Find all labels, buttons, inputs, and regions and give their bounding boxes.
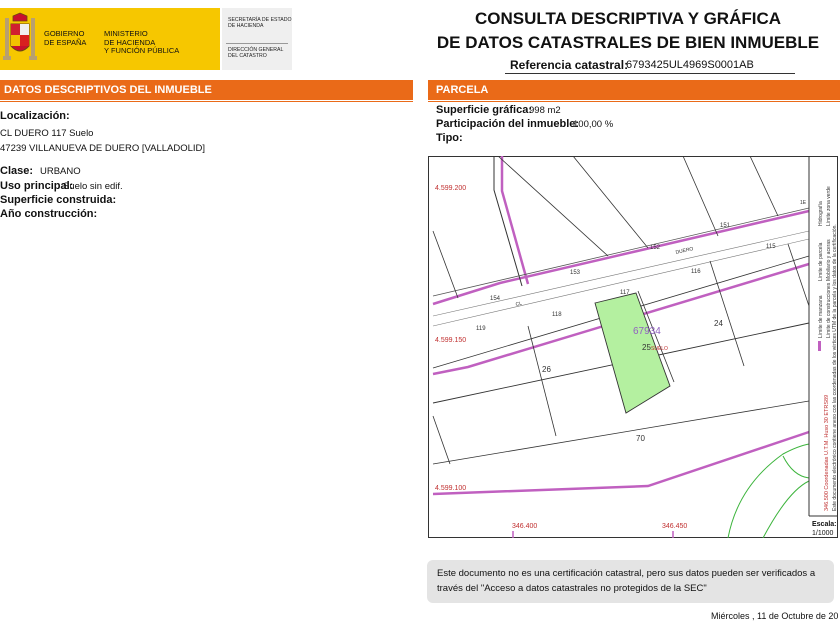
legend-item: Límite de construcciones — [826, 282, 832, 338]
house-number: 118 — [552, 312, 562, 318]
section-title-datos: DATOS DESCRIPTIVOS DEL — [4, 84, 152, 96]
ref-value: 6793425UL4969S0001AB — [626, 59, 754, 71]
map-legend — [818, 186, 838, 511]
page-title-line1: CONSULTA DESCRIPTIVA Y GRÁFICA — [474, 9, 782, 28]
section-header-datos — [0, 80, 413, 100]
address-line1: CL DUERO 117 Suelo — [0, 128, 94, 139]
parcel-num-label: 25 — [642, 343, 651, 352]
coord-label: 346.400 — [512, 523, 538, 530]
house-number: 152 — [650, 245, 661, 251]
parcel-line — [433, 416, 450, 464]
street-label: CL — [515, 300, 523, 308]
scale-value: 1/1000 — [812, 530, 834, 537]
section-header-parcela — [428, 80, 840, 100]
scale-label: Escala: — [812, 521, 837, 528]
ref-underline — [505, 73, 795, 74]
direccion-label: DIRECCIÓN GENERAL DEL CATASTRO — [228, 47, 284, 59]
secretaria-label: SECRETARÍA DE ESTADO DE HACIENDA — [228, 17, 292, 29]
legend-coords: 346.500 Coordenadas U.T.M. Huso 30 ETRS89 — [824, 394, 830, 511]
ministerio-label: MINISTERIO DE HACIENDA Y FUNCIÓN PÚBLICA — [104, 29, 180, 55]
lot-label: 26 — [542, 365, 551, 374]
clase-value: URBANO — [40, 166, 81, 177]
address-line2: 47239 VILLANUEVA DE DUERO [VALLADOLID] — [0, 143, 206, 154]
tipo-label: Tipo: — [436, 132, 463, 144]
sup-grafica-label: Superficie gráfica: — [436, 104, 532, 116]
coord-label: 4.599.200 — [435, 185, 467, 192]
parcel-line — [498, 156, 608, 256]
logo-divider — [226, 43, 288, 44]
house-number: 116 — [691, 269, 701, 275]
parcel-sub-label: SUELO — [651, 346, 668, 352]
gobierno-label: GOBIERNO DE ESPAÑA — [44, 29, 87, 47]
page-title-line2: DE DATOS CATASTRALES DE BIEN INMUEBLE — [436, 33, 820, 52]
street-label: DUERO — [675, 246, 695, 256]
green-zone-line — [763, 481, 809, 538]
house-number: 153 — [570, 270, 581, 276]
sup-grafica-value: 998 m2 — [529, 105, 561, 116]
parcel-line — [683, 156, 718, 236]
block-boundary-line — [502, 156, 528, 284]
uso-label: Uso principal: — [0, 180, 74, 192]
parcel-line — [494, 156, 522, 286]
house-number: 119 — [476, 326, 486, 332]
section-rule-left — [0, 101, 413, 102]
house-number: 154 — [490, 296, 501, 302]
house-number: 1E — [800, 200, 807, 206]
house-number: 117 — [620, 290, 630, 296]
house-number: 115 — [766, 244, 776, 250]
map-drawing — [428, 156, 838, 538]
anio-construccion-label: Año construcción: — [0, 208, 98, 220]
section-title-parcela: PARCELA — [436, 84, 489, 96]
block-edge — [433, 401, 809, 464]
clase-label: Clase: — [0, 165, 34, 177]
parcel-line — [788, 244, 809, 306]
legend-note: Este documento electrónico contiene anexo con las coordenadas de los vértices UTM de la parcela y los datos de la certificación. — [832, 224, 838, 511]
parcel-line — [433, 231, 458, 298]
coord-label: 4.599.150 — [435, 337, 467, 344]
cadastral-map — [428, 156, 838, 538]
legend-item: Límite de parcela — [818, 242, 824, 281]
lot-label: 24 — [714, 319, 723, 328]
participacion-label: Participación del inmueble: — [436, 118, 580, 130]
block-boundary-line — [433, 432, 809, 494]
house-number: 151 — [720, 223, 731, 229]
legend-item: Mobiliario y aceras — [826, 239, 832, 281]
green-zone-line — [728, 444, 809, 538]
participacion-value: 100,00 % — [573, 119, 614, 130]
coat-of-arms-icon — [2, 12, 38, 64]
legend-item: Límite zona verde — [826, 186, 832, 226]
parcel-line — [750, 156, 778, 216]
localizacion-label: Localización: — [0, 110, 70, 122]
parcel-id-label: 67934 — [633, 326, 661, 337]
legend-item: Hidrografía — [818, 201, 824, 226]
legend-item: Límite de manzana — [818, 295, 824, 338]
superficie-construida-label: Superficie construida: — [0, 194, 117, 206]
notice-text: Este documento no es una certificación catastral, pero sus datos pueden ser verificados a través del "Acceso a datos catastrales no protegidos de la SEC" — [437, 568, 816, 594]
notice-box — [427, 560, 834, 603]
green-zone-line — [783, 456, 809, 478]
highlighted-parcel — [595, 293, 670, 413]
lot-label: 70 — [636, 434, 645, 443]
coord-label: 4.599.100 — [435, 485, 467, 492]
section-rule-right — [428, 101, 840, 102]
section-title-inmueble: INMUEBLE — [154, 84, 212, 96]
footer-date: Miércoles , 11 de Octubre de 20 — [711, 611, 839, 621]
ref-label: Referencia catastral: — [510, 58, 629, 72]
uso-value: Suelo sin edif. — [63, 181, 123, 192]
coord-label: 346.450 — [662, 523, 688, 530]
legend-swatch — [818, 341, 821, 351]
